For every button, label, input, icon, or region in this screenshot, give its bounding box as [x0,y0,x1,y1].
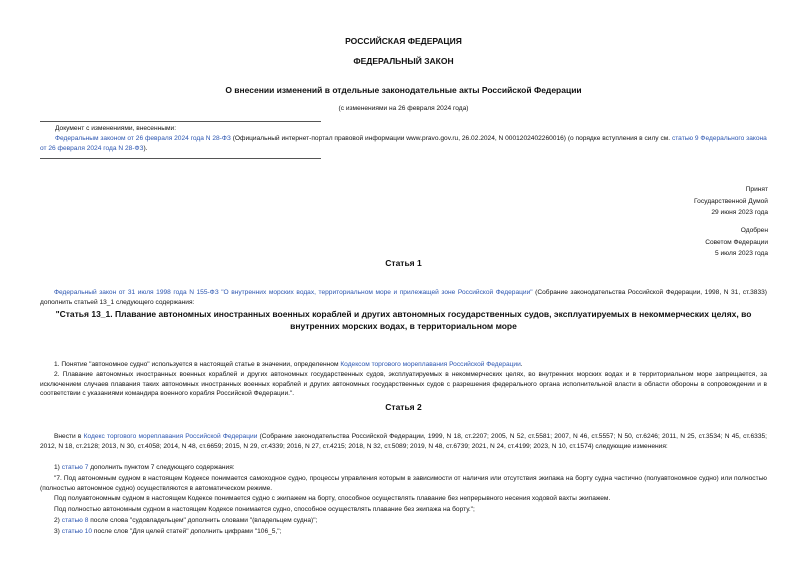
quote-semi-autonomous: Под полуавтономным судном в настоящем Кодексе понимается судно с экипажем на борту, способное осуществлять плавание без непрерывного несения ходовой вахты экипажем. [54,495,611,502]
article13-1-heading: "Статья 13_1. Плавание автономных иностранных военных кораблей и других автономных государственных судов, эксплуатируемых в некоммерческих целях, во внутренних морских водах, в территориальном море [55,309,752,331]
article1-intro: Федеральный закон от 31 июля 1998 года N 155-ФЗ "О внутренних морских водах, территориальном море и прилежащей зоне Российской Федерации" (Собрание законодательства Российской Федерации, 1998, N 31, ст.3833) дополнить статьей 13_1 следующего содержания: [40,289,767,306]
bottom-divider [40,158,321,159]
amending-law-link[interactable]: Федеральным законом от 26 февраля 2024 года N 28-ФЗ [55,135,231,142]
adopted-body: Государственной Думой [694,197,768,205]
adopted-block [694,184,768,219]
item-1: 1) статью 7 дополнить пунктом 7 следующего содержания: [54,464,235,471]
article2-heading: Статья 2 [385,402,422,412]
revision-note: (с изменениями на 26 февраля 2024 года) [338,105,469,112]
approved-date: 5 июля 2023 года [714,250,768,257]
item-2: 2) статью 8 после слова "судовладельцем" дополнить словами "(владельцем судна)"; [54,517,318,524]
article7-link[interactable]: статью 7 [61,464,89,471]
approved-block [705,225,768,260]
article8-link[interactable]: статью 8 [61,517,89,524]
approved-body: Советом Федерации [705,238,768,246]
quote-fully-autonomous: Под полностью автономным судном в настоящем Кодексе понимается судно, способное осуществлять плавание без экипажа на борту."; [54,506,475,513]
amendments-intro: Документ с изменениями, внесенными: [55,125,177,132]
approved-label: Одобрен [740,227,768,234]
article2-intro: Внести в Кодекс торгового мореплавания Российской Федерации (Собрание законодательства Российской Федерации, 1999, N 18, ст.2207; 2005, N 52, ст.5581; 2007, N 46, ст.5557; N 50, ст.6246; 2011, N 25, ст.3534; N 45, ст.6335; 2012, N 18, ст.2128; 2013, N 30, ст.4058; 2014, N 48, ст.6659; 2015, N 29, ст.4339; 2016, N 27, ст.4215; 2018, N 32, ст.5089; 2019, N 48, ст.6739; 2021, N 24, ст.4199; 2023, N 10, ст.1574) следующие изменения: [40,433,768,450]
item-3: 3) статью 10 после слов "Для целей статей" дополнить цифрами "106_5,"; [54,528,282,535]
code-link[interactable]: Кодекс торгового мореплавания Российской Федерации [83,433,258,440]
article1-point2: 2. Плавание автономных иностранных военных кораблей и других автономных государственных судов, эксплуатируемых в некоммерческих целях, во внутренних морских водах и в территориальном море запрещается, за исключением случаев плавания таких автономных иностранных военных кораблей и других автономных государственных судов с разрешения федерального органа исполнительной власти в области обороны в сопровождении и в соответствии с указаниями командира военного корабля Российской Федерации.". [40,371,767,397]
merchant-shipping-code-link[interactable]: Кодексом торгового мореплавания Российской Федерации [340,361,521,368]
adopted-date: 29 июня 2023 года [711,209,768,216]
law-type: ФЕДЕРАЛЬНЫЙ ЗАКОН [353,56,454,66]
article10-link[interactable]: статью 10 [61,528,93,535]
adopted-label: Принят [745,186,768,193]
page-title: О внесении изменений в отдельные законодательные акты Российской Федерации [225,85,582,95]
law-155-fz-link[interactable]: Федеральный закон от 31 июля 1998 года N 155-ФЗ "О внутренних морских водах, территориальном море и прилежащей зоне Российской Федерации" [54,289,533,296]
article9-link[interactable]: статью 9 Федерального закона от 26 февраля 2024 года N 28-ФЗ [40,135,767,152]
article1-point1: 1. Понятие "автономное судно" используется в настоящей статье в значении, определенном Кодексом торгового мореплавания Российской Федерации. [54,361,523,368]
article1-heading: Статья 1 [385,258,422,268]
country-title: РОССИЙСКАЯ ФЕДЕРАЦИЯ [345,36,462,46]
top-divider [40,121,321,122]
quote-point-7: "7. Под автономным судном в настоящем Кодексе понимается самоходное судно, процессы управления которым в зависимости от наличия или отсутствия экипажа на борту судна частично (полуавтономное судно) или полностью (полностью автономное судно) осуществляются в автоматическом режиме. [40,475,767,492]
amendments-text: Федеральным законом от 26 февраля 2024 года N 28-ФЗ (Официальный интернет-портал правовой информации www.pravo.gov.ru, 26.02.2024, N 0001202402260016) (о порядке вступления в силу см. статью 9 Федерального закона от 26 февраля 2024 года N 28-ФЗ). [40,135,767,152]
